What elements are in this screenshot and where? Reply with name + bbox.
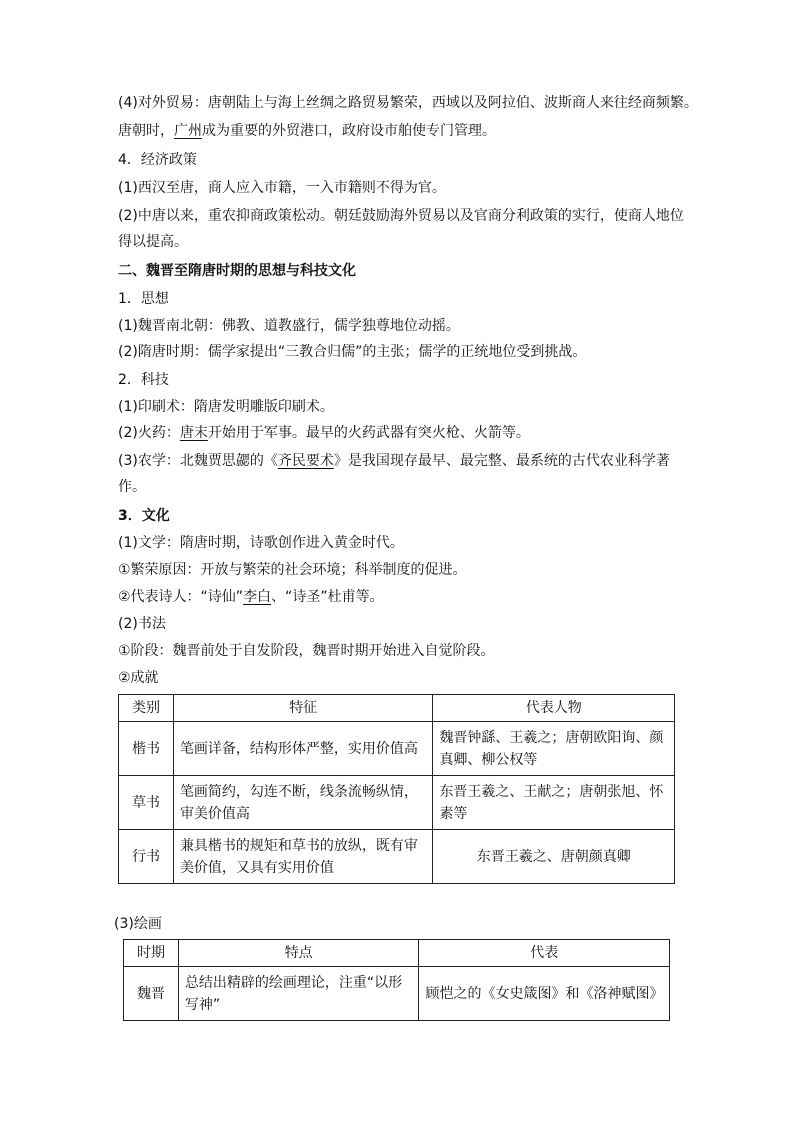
text-span: 》是我国现存最早、最完整、最系统的古代农业科学著: [333, 453, 670, 469]
section-heading: 2．科技: [118, 372, 169, 388]
text-line: (2)中唐以来，重农抑商政策松动。朝廷鼓励海外贸易以及官商分利政策的实行，使商人地位: [118, 208, 684, 224]
text-span: (3)农学：北魏贾思勰的《: [118, 453, 278, 469]
section-heading: 4．经济政策: [118, 152, 197, 168]
text-span: ②代表诗人：“诗仙”: [118, 589, 244, 605]
table-row: [119, 776, 675, 830]
text-line: (4)对外贸易：唐朝陆上与海上丝绸之路贸易繁荣，西域以及阿拉伯、波斯商人来往经商频繁。: [118, 95, 698, 111]
table-cell: 东晋王羲之、唐朝颜真卿: [433, 830, 675, 884]
painting-table: [123, 939, 670, 1021]
text-span: 、“诗圣”杜甫等。: [271, 589, 384, 605]
calligraphy-table: [118, 694, 675, 884]
table-cell: 魏晋钟繇、王羲之；唐朝欧阳询、颜真卿、柳公权等: [433, 722, 675, 776]
table-cell: 东晋王羲之、王献之；唐朝张旭、怀素等: [433, 776, 675, 830]
table-header-cell: 代表: [419, 940, 670, 967]
text-line: (1)魏晋南北朝：佛教、道教盛行，儒学独尊地位动摇。: [118, 318, 460, 334]
table-cell: 魏晋: [124, 967, 179, 1021]
underlined-term: 唐末: [179, 425, 208, 441]
text-line: (1)文学：隋唐时期，诗歌创作进入黄金时代。: [118, 535, 404, 551]
table-row: [119, 830, 675, 884]
table-cell: 楷书: [119, 722, 174, 776]
table-header-cell: 时期: [124, 940, 179, 967]
table-header-row: [124, 940, 670, 967]
table-cell: 笔画详备，结构形体严整，实用价值高: [173, 722, 433, 776]
text-span: (2)火药：: [118, 425, 180, 441]
table-row: [119, 722, 675, 776]
table-header-cell: 代表人物: [433, 695, 675, 722]
chapter-heading: 二、魏晋至隋唐时期的思想与科技文化: [118, 263, 356, 279]
table-cell: 笔画简约，勾连不断，线条流畅纵情，审美价值高: [173, 776, 433, 830]
section-heading: 1．思想: [118, 291, 169, 307]
table-cell: 兼具楷书的规矩和草书的放纵，既有审美价值，又具有实用价值: [173, 830, 433, 884]
table-row: [124, 967, 670, 1021]
text-line: ②成就: [118, 670, 159, 686]
text-line: [118, 423, 530, 443]
underlined-term: 广州: [174, 123, 202, 139]
table-header-cell: 类别: [119, 695, 174, 722]
text-line: ①繁荣原因：开放与繁荣的社会环境；科举制度的促进。: [118, 562, 467, 578]
table-header-cell: 特点: [178, 940, 419, 967]
text-line: (1)西汉至唐，商人应入市籍，一入市籍则不得为官。: [118, 180, 446, 196]
table-header-cell: 特征: [173, 695, 433, 722]
table-cell: 总结出精辟的绘画理论，注重“以形写神”: [178, 967, 419, 1021]
text-line: [118, 451, 670, 471]
text-line: 作。: [118, 479, 146, 495]
text-line: (3)绘画: [114, 916, 162, 932]
text-line: [118, 587, 384, 607]
table-cell: 行书: [119, 830, 174, 884]
table-header-row: [119, 695, 675, 722]
section-heading: 3．文化: [118, 508, 170, 524]
text-span: 唐朝时，: [118, 123, 174, 139]
underlined-term: 齐民要术: [277, 453, 334, 469]
text-line: (2)书法: [118, 616, 166, 632]
text-line: [118, 121, 496, 141]
text-span: 成为重要的外贸港口，政府设市舶使专门管理。: [202, 123, 496, 139]
table-cell: 草书: [119, 776, 174, 830]
text-line: (1)印刷术：隋唐发明雕版印刷术。: [118, 399, 334, 415]
text-line: 得以提高。: [118, 234, 188, 250]
underlined-term: 李白: [243, 589, 272, 605]
table-cell: 顾恺之的《女史箴图》和《洛神赋图》: [419, 967, 670, 1021]
text-line: ①阶段：魏晋前处于自发阶段，魏晋时期开始进入自觉阶段。: [118, 643, 495, 659]
text-line: (2)隋唐时期：儒学家提出“三教合归儒”的主张；儒学的正统地位受到挑战。: [118, 344, 587, 360]
text-span: 开始用于军事。最早的火药武器有突火枪、火箭等。: [207, 425, 530, 441]
